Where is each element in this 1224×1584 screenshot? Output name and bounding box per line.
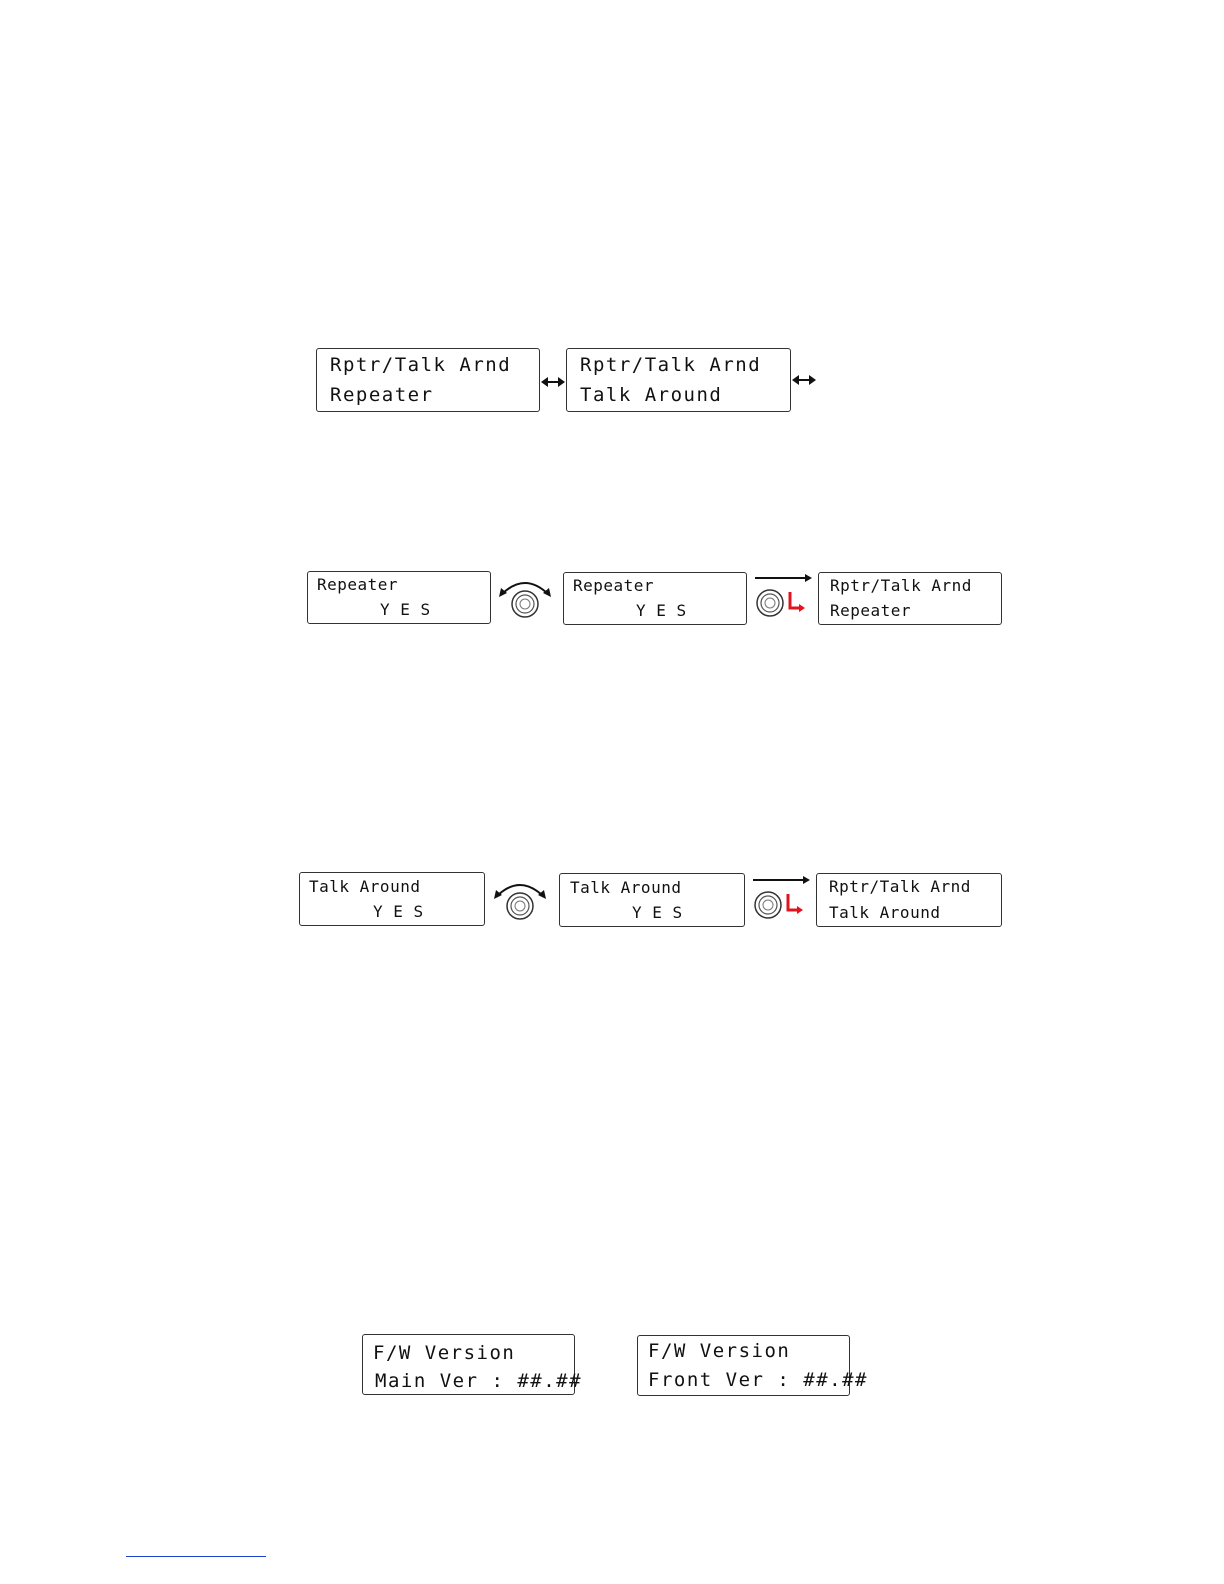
lcd-fw-main-version (362, 1334, 583, 1395)
lcd-line-1: Rptr/Talk Arnd (829, 877, 971, 896)
lcd-line-2: Y E S (632, 903, 683, 922)
lcd-line-1: F/W Version (373, 1342, 516, 1364)
lcd-line-1: F/W Version (648, 1340, 791, 1362)
lcd-line-1: Rptr/Talk Arnd (830, 576, 972, 595)
lcd-repeater-yes (307, 571, 491, 624)
lcd-line-2: Repeater (830, 601, 912, 620)
double-arrow-icon (791, 372, 817, 388)
double-arrow-icon (540, 374, 566, 390)
lcd-rptr-talkaround (566, 348, 791, 412)
lcd-talkaround-yes-selected (559, 873, 745, 927)
lcd-rptr-repeater (316, 348, 540, 412)
lcd-fw-front-version (637, 1335, 868, 1396)
lcd-line-1: Rptr/Talk Arnd (330, 354, 512, 376)
press-knob-enter-icon (750, 874, 812, 922)
rotate-knob-icon (491, 876, 549, 922)
lcd-line-2: Main Ver : ##.## (375, 1370, 583, 1392)
lcd-result-repeater (818, 572, 1002, 625)
lcd-result-talkaround (816, 873, 1002, 927)
lcd-repeater-yes-selected (563, 572, 747, 625)
footer-rule (126, 1556, 266, 1557)
rotate-knob-icon (496, 574, 554, 620)
lcd-line-2: Y E S (636, 601, 687, 620)
lcd-line-2: Y E S (380, 600, 431, 619)
lcd-line-1: Talk Around (309, 877, 421, 896)
lcd-line-1: Rptr/Talk Arnd (580, 354, 762, 376)
lcd-line-2: Front Ver : ##.## (648, 1369, 868, 1391)
lcd-line-1: Repeater (573, 576, 655, 595)
lcd-talkaround-yes (299, 872, 485, 926)
lcd-line-1: Talk Around (570, 878, 682, 897)
lcd-line-2: Y E S (373, 902, 424, 921)
press-knob-enter-icon (752, 572, 814, 620)
lcd-line-2: Repeater (330, 384, 434, 406)
lcd-line-2: Talk Around (829, 903, 941, 922)
lcd-line-2: Talk Around (580, 384, 723, 406)
lcd-line-1: Repeater (317, 575, 399, 594)
